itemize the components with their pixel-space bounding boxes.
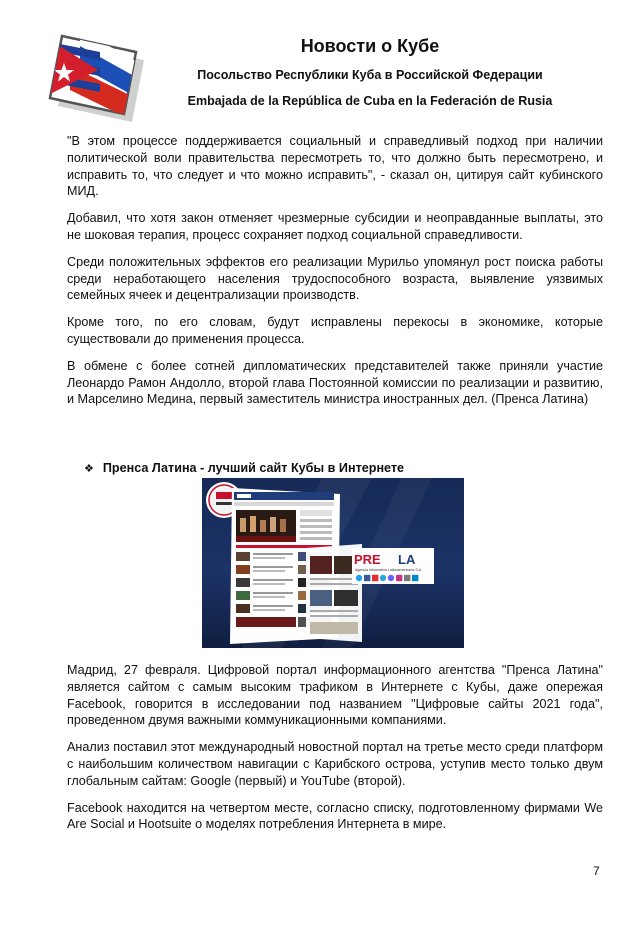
- prensa-latina-website-image: [202, 478, 464, 648]
- mastodon-icon: [388, 575, 394, 581]
- youtube-icon: [372, 575, 378, 581]
- paragraph: В обмене с более сотней дипломатических представителей также приняли участие Леонардо Рамон Андолло, второй глава Постоянной комиссии по реализации и развитию, и Марселино Медина, первый заместитель министра иностранных дел. (Пренса Латина): [67, 358, 603, 407]
- article1-body: [67, 133, 603, 418]
- embassy-name-es: Embajada de la República de Cuba en la Federación de Rusia: [187, 94, 553, 108]
- article2-heading-row: [84, 461, 404, 475]
- facebook-icon: [364, 575, 370, 581]
- paragraph: Среди положительных эффектов его реализации Мурильо упомянул рост поиска работы среди неработающего населения трудоспособного возраста, выявление уязвимых семейных ячеек и децентрализации производств.: [67, 254, 603, 303]
- paragraph: Добавил, что хотя закон отменяет чрезмерные субсидии и неоправданные выплаты, это не шоковая терапия, процесс сохраняет подход социальной справедливости.: [67, 211, 603, 242]
- prensa-tagline: Agencia Informativa Latinoamericana S.A.: [355, 568, 423, 572]
- prensa-logo-text-1: PRE: [354, 552, 381, 567]
- paragraph: Кроме того, по его словам, будут исправлены перекосы в экономике, которые существовали до применения процесса.: [67, 315, 603, 346]
- telegram-icon: [380, 575, 386, 581]
- cuba-russia-flag-logo: [40, 30, 152, 122]
- diamond-bullet-icon: ❖: [84, 462, 94, 475]
- article2-heading: Пренса Латина - лучший сайт Кубы в Интернете: [102, 461, 405, 475]
- page-title: Новости о Кубе: [300, 36, 440, 56]
- prensa-logo-text-2: LA: [398, 552, 416, 567]
- rss-icon: [404, 575, 410, 581]
- website-mockup-graphic: [202, 478, 464, 648]
- twitter-icon: [356, 575, 362, 581]
- vk-icon: [412, 575, 418, 581]
- embassy-name-ru: Посольство Республики Куба в Российской Федерации: [197, 68, 543, 82]
- instagram-icon: [396, 575, 402, 581]
- paragraph: Facebook находится на четвертом месте, согласно списку, подготовленному фирмами We Are Social и Hootsuite о моделях потребления Интернета в мире.: [67, 800, 603, 832]
- article2-body: [67, 662, 603, 843]
- page-number: 7: [593, 864, 600, 878]
- paragraph: Анализ поставил этот международный новостной портал на третье место среди платформ с наибольшим количеством навигации с Карибского острова, уступив место только двум глобальным сайтам: Google (первый) и YouTube (второй).: [67, 740, 603, 788]
- paragraph: Мадрид, 27 февраля. Цифровой портал информационного агентства "Пренса Латина" является сайтом с самым высоким трафиком в Интернете с Кубы, даже опережая Facebook, говорится в исследовании под названием "Цифровые сайты 2021 года", проведенном двумя важными коммуникационными компаниями.: [67, 663, 603, 728]
- paragraph: "В этом процессе поддерживается социальный и справедливый подход при наличии политической воли правительства пересмотреть то, что должно быть пересмотрено, и исправить то, что следует и что можно исправить", - сказал он, цитируя сайт кубинского МИД.: [67, 134, 603, 199]
